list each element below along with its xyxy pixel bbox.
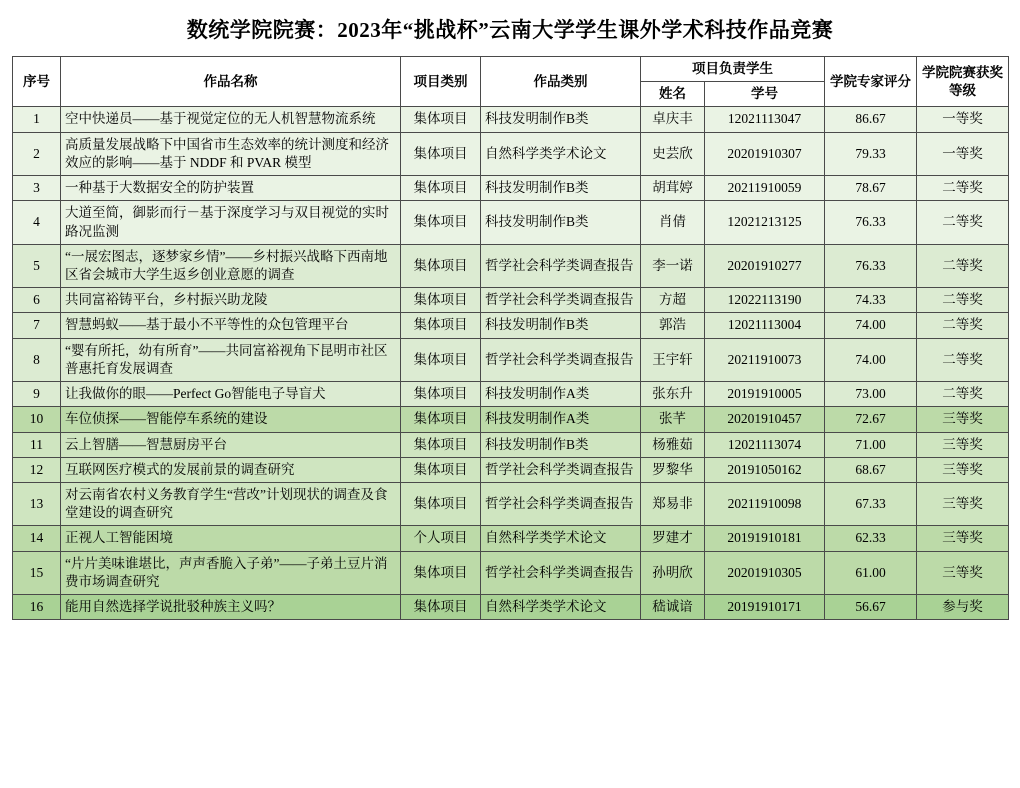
cell-work-type: 哲学社会科学类调查报告 xyxy=(481,288,641,313)
cell-project-type: 集体项目 xyxy=(401,551,481,594)
cell-work-type: 科技发明制作B类 xyxy=(481,432,641,457)
cell-award: 二等奖 xyxy=(917,176,1009,201)
cell-student-name: 孙明欣 xyxy=(641,551,705,594)
header-project-type: 项目类别 xyxy=(401,57,481,107)
cell-work-name: 共同富裕铸平台，乡村振兴助龙陵 xyxy=(61,288,401,313)
cell-student-id: 20211910059 xyxy=(705,176,825,201)
cell-award: 二等奖 xyxy=(917,338,1009,381)
cell-work-type: 自然科学类学术论文 xyxy=(481,526,641,551)
cell-score: 73.00 xyxy=(825,382,917,407)
cell-seq: 2 xyxy=(13,132,61,175)
cell-student-name: 李一诺 xyxy=(641,244,705,287)
cell-work-type: 哲学社会科学类调查报告 xyxy=(481,457,641,482)
cell-score: 72.67 xyxy=(825,407,917,432)
cell-student-name: 王宇轩 xyxy=(641,338,705,381)
cell-project-type: 集体项目 xyxy=(401,595,481,620)
cell-student-name: 郭浩 xyxy=(641,313,705,338)
cell-score: 62.33 xyxy=(825,526,917,551)
cell-score: 86.67 xyxy=(825,107,917,132)
cell-award: 二等奖 xyxy=(917,382,1009,407)
header-work-type: 作品类别 xyxy=(481,57,641,107)
header-seq: 序号 xyxy=(13,57,61,107)
cell-work-name: 大道至简，御影而行－基于深度学习与双目视觉的实时路况监测 xyxy=(61,201,401,244)
cell-student-id: 20211910073 xyxy=(705,338,825,381)
cell-seq: 11 xyxy=(13,432,61,457)
cell-student-id: 20201910277 xyxy=(705,244,825,287)
table-row xyxy=(13,313,1009,338)
cell-work-name: 高质量发展战略下中国省市生态效率的统计测度和经济效应的影响——基于 NDDF 和 PVAR 模型 xyxy=(61,132,401,175)
cell-work-name: 空中快递员——基于视觉定位的无人机智慧物流系统 xyxy=(61,107,401,132)
cell-student-name: 杨雅茹 xyxy=(641,432,705,457)
header-student-group: 项目负责学生 xyxy=(641,57,825,82)
cell-student-id: 20191050162 xyxy=(705,457,825,482)
cell-student-name: 方超 xyxy=(641,288,705,313)
cell-score: 74.00 xyxy=(825,313,917,338)
cell-project-type: 集体项目 xyxy=(401,313,481,338)
cell-work-name: 互联网医疗模式的发展前景的调查研究 xyxy=(61,457,401,482)
cell-score: 68.67 xyxy=(825,457,917,482)
cell-student-id: 20191910171 xyxy=(705,595,825,620)
cell-score: 74.00 xyxy=(825,338,917,381)
cell-award: 三等奖 xyxy=(917,432,1009,457)
table-row xyxy=(13,595,1009,620)
table-row xyxy=(13,482,1009,525)
cell-work-name: “片片美味谁堪比，声声香脆入子弟”——子弟土豆片消费市场调查研究 xyxy=(61,551,401,594)
cell-work-name: 对云南省农村义务教育学生“营改”计划现状的调查及食堂建设的调查研究 xyxy=(61,482,401,525)
cell-work-type: 自然科学类学术论文 xyxy=(481,132,641,175)
header-award: 学院院赛获奖等级 xyxy=(917,57,1009,107)
table-row xyxy=(13,107,1009,132)
cell-work-type: 自然科学类学术论文 xyxy=(481,595,641,620)
cell-award: 参与奖 xyxy=(917,595,1009,620)
table-header xyxy=(13,57,1009,107)
cell-seq: 7 xyxy=(13,313,61,338)
table-row xyxy=(13,132,1009,175)
cell-project-type: 集体项目 xyxy=(401,107,481,132)
cell-award: 二等奖 xyxy=(917,313,1009,338)
cell-student-name: 史芸欣 xyxy=(641,132,705,175)
cell-work-name: “一展宏图志，逐梦家乡情”——乡村振兴战略下西南地区省会城市大学生返乡创业意愿的调查 xyxy=(61,244,401,287)
cell-seq: 5 xyxy=(13,244,61,287)
cell-student-id: 20201910457 xyxy=(705,407,825,432)
cell-work-name: 能用自然选择学说批驳种族主义吗？ xyxy=(61,595,401,620)
cell-student-id: 12021113004 xyxy=(705,313,825,338)
cell-student-name: 张东升 xyxy=(641,382,705,407)
cell-score: 74.33 xyxy=(825,288,917,313)
table-row xyxy=(13,338,1009,381)
cell-work-type: 科技发明制作B类 xyxy=(481,176,641,201)
cell-project-type: 集体项目 xyxy=(401,432,481,457)
table-row xyxy=(13,176,1009,201)
cell-work-type: 哲学社会科学类调查报告 xyxy=(481,551,641,594)
cell-seq: 6 xyxy=(13,288,61,313)
cell-project-type: 集体项目 xyxy=(401,482,481,525)
cell-student-id: 12021113047 xyxy=(705,107,825,132)
header-score: 学院专家评分 xyxy=(825,57,917,107)
cell-award: 一等奖 xyxy=(917,132,1009,175)
cell-score: 79.33 xyxy=(825,132,917,175)
cell-student-id: 20191910005 xyxy=(705,382,825,407)
cell-award: 一等奖 xyxy=(917,107,1009,132)
cell-score: 76.33 xyxy=(825,201,917,244)
cell-student-id: 20211910098 xyxy=(705,482,825,525)
cell-award: 三等奖 xyxy=(917,407,1009,432)
cell-seq: 15 xyxy=(13,551,61,594)
cell-work-type: 哲学社会科学类调查报告 xyxy=(481,244,641,287)
cell-seq: 3 xyxy=(13,176,61,201)
cell-student-id: 12022113190 xyxy=(705,288,825,313)
cell-project-type: 集体项目 xyxy=(401,244,481,287)
cell-project-type: 集体项目 xyxy=(401,407,481,432)
cell-student-name: 胡茸婷 xyxy=(641,176,705,201)
table-row xyxy=(13,201,1009,244)
cell-seq: 16 xyxy=(13,595,61,620)
cell-student-id: 12021113074 xyxy=(705,432,825,457)
cell-work-type: 哲学社会科学类调查报告 xyxy=(481,482,641,525)
cell-award: 三等奖 xyxy=(917,526,1009,551)
cell-student-id: 20201910305 xyxy=(705,551,825,594)
cell-seq: 12 xyxy=(13,457,61,482)
cell-seq: 10 xyxy=(13,407,61,432)
cell-seq: 9 xyxy=(13,382,61,407)
cell-score: 61.00 xyxy=(825,551,917,594)
cell-student-name: 肖倩 xyxy=(641,201,705,244)
table-body xyxy=(13,107,1009,620)
cell-award: 二等奖 xyxy=(917,201,1009,244)
cell-work-name: 车位侦探——智能停车系统的建设 xyxy=(61,407,401,432)
competition-results-table xyxy=(12,56,1009,620)
cell-score: 71.00 xyxy=(825,432,917,457)
cell-work-name: 让我做你的眼——Perfect Go智能电子导盲犬 xyxy=(61,382,401,407)
cell-student-id: 20201910307 xyxy=(705,132,825,175)
cell-project-type: 集体项目 xyxy=(401,457,481,482)
table-row xyxy=(13,244,1009,287)
cell-work-type: 科技发明制作A类 xyxy=(481,407,641,432)
table-header-row-1 xyxy=(13,57,1009,82)
cell-work-name: “婴有所托，幼有所育”——共同富裕视角下昆明市社区普惠托育发展调查 xyxy=(61,338,401,381)
cell-seq: 4 xyxy=(13,201,61,244)
cell-seq: 13 xyxy=(13,482,61,525)
cell-seq: 14 xyxy=(13,526,61,551)
cell-score: 76.33 xyxy=(825,244,917,287)
page-title: 数统学院院赛：2023年“挑战杯”云南大学学生课外学术科技作品竞赛 xyxy=(186,18,834,42)
table-row xyxy=(13,551,1009,594)
cell-project-type: 集体项目 xyxy=(401,132,481,175)
cell-award: 三等奖 xyxy=(917,457,1009,482)
cell-work-type: 科技发明制作B类 xyxy=(481,313,641,338)
cell-student-name: 卓庆丰 xyxy=(641,107,705,132)
cell-project-type: 集体项目 xyxy=(401,382,481,407)
cell-seq: 1 xyxy=(13,107,61,132)
cell-work-name: 智慧蚂蚁——基于最小不平等性的众包管理平台 xyxy=(61,313,401,338)
cell-student-name: 张芊 xyxy=(641,407,705,432)
cell-student-name: 罗黎华 xyxy=(641,457,705,482)
cell-award: 二等奖 xyxy=(917,244,1009,287)
cell-student-name: 嵇诚谙 xyxy=(641,595,705,620)
cell-award: 三等奖 xyxy=(917,551,1009,594)
cell-work-type: 哲学社会科学类调查报告 xyxy=(481,338,641,381)
table-row xyxy=(13,432,1009,457)
cell-work-type: 科技发明制作A类 xyxy=(481,382,641,407)
cell-score: 56.67 xyxy=(825,595,917,620)
cell-project-type: 集体项目 xyxy=(401,338,481,381)
cell-seq: 8 xyxy=(13,338,61,381)
cell-student-name: 郑易非 xyxy=(641,482,705,525)
cell-score: 67.33 xyxy=(825,482,917,525)
cell-award: 二等奖 xyxy=(917,288,1009,313)
table-row xyxy=(13,457,1009,482)
cell-work-type: 科技发明制作B类 xyxy=(481,107,641,132)
cell-work-name: 一种基于大数据安全的防护装置 xyxy=(61,176,401,201)
table-row xyxy=(13,407,1009,432)
cell-student-id: 20191910181 xyxy=(705,526,825,551)
header-work-name: 作品名称 xyxy=(61,57,401,107)
cell-project-type: 集体项目 xyxy=(401,288,481,313)
cell-project-type: 集体项目 xyxy=(401,201,481,244)
cell-student-name: 罗建才 xyxy=(641,526,705,551)
cell-work-name: 正视人工智能困境 xyxy=(61,526,401,551)
cell-work-type: 科技发明制作B类 xyxy=(481,201,641,244)
header-student-id: 学号 xyxy=(705,82,825,107)
cell-project-type: 集体项目 xyxy=(401,176,481,201)
cell-award: 三等奖 xyxy=(917,482,1009,525)
cell-score: 78.67 xyxy=(825,176,917,201)
table-row xyxy=(13,526,1009,551)
table-row xyxy=(13,382,1009,407)
table-row xyxy=(13,288,1009,313)
cell-work-name: 云上智膳——智慧厨房平台 xyxy=(61,432,401,457)
header-student-name: 姓名 xyxy=(641,82,705,107)
cell-project-type: 个人项目 xyxy=(401,526,481,551)
cell-student-id: 12021213125 xyxy=(705,201,825,244)
